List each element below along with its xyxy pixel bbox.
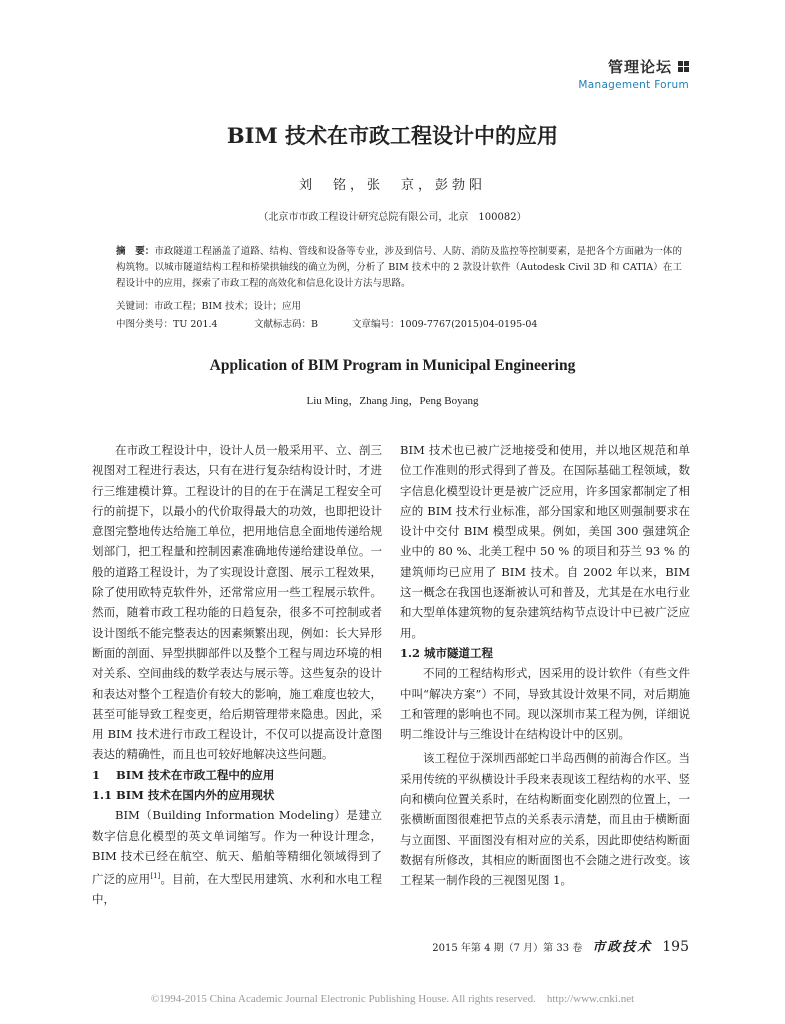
- clc-number: 中图分类号：TU 201.4: [116, 319, 218, 330]
- bim-paragraph-text: BIM（Building Information Modeling）是建立数字信息化模型的英文单词缩写。作为一种设计理念，BIM 技术已经在航空、航天、船舶等精细化领域得到了广泛的应用: [92, 808, 382, 887]
- copyright-watermark: ©1994-2015 China Academic Journal Electronic Publishing House. All rights reserved. http://www.cnki.net: [150, 993, 635, 1005]
- intro-paragraph: 在市政工程设计中，设计人员一般采用平、立、剖三视图对工程进行表达，只有在进行复杂结构设计时，才进行三维建模计算。工程设计的目的在于在满足工程安全可行的前提下，以最小的代价取得最大的功效，也即把设计意图完整地传达给施工单位，把用地信息全面地传递给规划部门，把工程量和控制因素准确地传递给建设单位。一般的道路工程设计，为了实现设计意图、展示工程效果，除了使用欧特克软件外，还常常应用一些工程展示软件。然而，随着市政工程功能的日趋复杂，很多不可控制或者设计图纸不能完整表达的因素频繁出现，例如：长大异形断面的剖面、异型拱脚部件以及整个工程与周边环境的相对关系、空间曲线的数学表达与展示等。这些复杂的设计和表达对整个工程造价有较大的影响，施工难度也较大，甚至可能导致工程变更，给后期管理带来隐患。因此，采用 BIM 技术进行市政工程设计，不仅可以提高设计意图表达的精确性，而且也可较好地解决这些问题。: [92, 443, 382, 762]
- section-1-heading: [92, 765, 382, 785]
- section-1-2-heading: [400, 643, 690, 663]
- document-code: 文献标志码：B: [254, 319, 318, 330]
- citation-link[interactable]: [1]: [150, 872, 161, 881]
- page-number: 195: [662, 939, 689, 955]
- four-squares-icon: [678, 61, 689, 72]
- abstract-label: 摘 要：: [116, 246, 155, 257]
- section-1-2-title: 城市隧道工程: [424, 645, 494, 660]
- project-paragraph: 该工程位于深圳西部蛇口半岛西侧的前海合作区。当采用传统的平纵横设计手段来表现该工程结构的水平、竖向和横向位置关系时，在结构断面变化剧烈的位置上，一张横断面图很难把节点的关系表示清楚，而且由于横断面与立面图、平面图没有相对应的关系，因此即使结构断面数据有所修改，其相应的断面图也不会随之进行改变。该工程某一制作段的三视图见图 1。: [400, 751, 690, 888]
- abstract-text: 市政隧道工程涵盖了道路、结构、管线和设备等专业，涉及到信号、人防、消防及监控等控制要素，是把各个方面融为一体的构筑物。以城市隧道结构工程和桥梁拱轴线的确立为例，分析了 BIM 技术中的 2 款设计软件（Autodesk Civil 3D 和 CATIA）在工程设计中的应用，探索了市政工程的高效化和信息化设计方法与思路。: [116, 246, 682, 289]
- bim-adoption-paragraph: BIM 技术也已被广泛地接受和使用，并以地区规范和单位工作准则的形式得到了普及。在国际基础工程领域，数字信息化模型设计更是被广泛应用，许多国家都制定了相应的 BIM 技术行业标准，部分国家和地区则强制要求在设计中交付 BIM 模型成果。例如，美国 300 强建筑企业中的 80 %、北美工程中 50 % 的项目和芬兰 93 % 的建筑师均已应用了 BIM 技术。自 2002 年以来，BIM 这一概念在我国也逐渐被认可和普及，尤其是在水电行业和大型单体建筑物的复杂建筑结构节点设计中已被广泛应用。: [400, 443, 690, 640]
- authors-cn: 刘 铭，张 京，彭勃阳: [298, 178, 486, 193]
- section-1-1-heading: [92, 785, 382, 805]
- software-paragraph: 不同的工程结构形式，因采用的设计软件（有些文件中叫“解决方案”）不同，导致其设计效果不同，对后期施工和管理的影响也不同。现以深圳市某工程为例，详细说明二维设计与三维设计在结构设计中的区别。: [400, 666, 690, 742]
- section-label-cn: 管理论坛: [607, 58, 672, 76]
- section-title-cn: [578, 56, 689, 77]
- keywords-text: 市政工程；BIM 技术；设计；应用: [154, 301, 301, 312]
- body-column-right: [400, 440, 690, 891]
- section-title-en: Management Forum: [578, 79, 689, 91]
- issue-info: 2015 年第 4 期（7 月）第 33 卷: [432, 943, 583, 954]
- journal-logo: 市政技术: [592, 940, 653, 955]
- bim-paragraph-tail: 。目前，在大型民用建筑、水利和水电工程中，: [92, 872, 383, 907]
- article-title-cn: BIM 技术在市政工程设计中的应用: [226, 123, 559, 148]
- section-1-1-number: 1.1: [92, 788, 113, 803]
- section-1-number: 1: [92, 767, 101, 782]
- section-1-title: BIM 技术在市政工程中的应用: [116, 767, 275, 782]
- bim-definition-paragraph: [92, 805, 382, 909]
- body-column-left: [92, 440, 382, 910]
- article-number: 文章编号：1009-7767(2015)04-0195-04: [352, 319, 538, 330]
- section-header: [578, 56, 689, 91]
- authors-en: Liu Ming，Zhang Jing，Peng Boyang: [306, 395, 479, 407]
- article-title-en: Application of BIM Program in Municipal Engineering: [209, 357, 576, 374]
- keywords: [116, 298, 301, 312]
- classification-row: [116, 316, 686, 330]
- keywords-label: 关键词：: [116, 301, 155, 312]
- section-1-1-title: BIM 技术在国内外的应用现状: [116, 788, 275, 803]
- affiliation-cn: （北京市市政工程设计研究总院有限公司，北京 100082）: [258, 212, 527, 223]
- section-1-2-number: 1.2: [400, 645, 421, 660]
- page-footer: [432, 936, 689, 955]
- abstract: [116, 244, 682, 292]
